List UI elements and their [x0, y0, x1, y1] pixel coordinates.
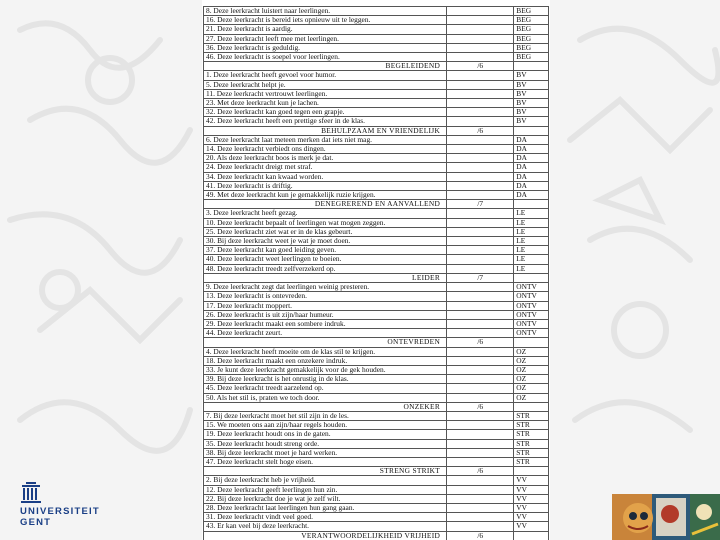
item-row [204, 356, 549, 365]
item-row [204, 384, 549, 393]
item-row [204, 71, 549, 80]
item-text: 22. Bij deze leerkracht doe je wat je zelf wilt. [204, 494, 447, 503]
logo-line2: GENT [20, 517, 52, 528]
questionnaire-page [202, 0, 550, 540]
item-row [204, 89, 549, 98]
item-row [204, 34, 549, 43]
painting-image [612, 494, 720, 540]
answer-cell [447, 135, 514, 144]
item-text: 30. Bij deze leerkracht weet je wat je moet doen. [204, 237, 447, 246]
scale-code: BV [514, 89, 549, 98]
answer-cell [447, 99, 514, 108]
subscale-score: /6 [447, 126, 514, 135]
answer-cell [447, 255, 514, 264]
subscale-label: STRENG STRIKT [204, 467, 447, 476]
item-text: 19. Deze leerkracht houdt ons in de gaten. [204, 430, 447, 439]
scale-code: DA [514, 163, 549, 172]
scale-code: BEG [514, 43, 549, 52]
scale-code: STR [514, 439, 549, 448]
item-text: 11. Deze leerkracht vertrouwt leerlingen. [204, 89, 447, 98]
item-row [204, 99, 549, 108]
subscale-total-row [204, 200, 549, 209]
scale-code: ONTV [514, 292, 549, 301]
item-row [204, 513, 549, 522]
answer-cell [447, 329, 514, 338]
scale-code: LE [514, 264, 549, 273]
item-row [204, 421, 549, 430]
item-text: 16. Deze leerkracht is bereid iets opnieuw uit te leggen. [204, 16, 447, 25]
item-text: 28. Deze leerkracht laat leerlingen hun gang gaan. [204, 503, 447, 512]
item-text: 21. Deze leerkracht is aardig. [204, 25, 447, 34]
subscale-empty-cell [514, 402, 549, 411]
scale-code: OZ [514, 365, 549, 374]
item-text: 46. Deze leerkracht is soepel voor leerlingen. [204, 53, 447, 62]
item-row [204, 347, 549, 356]
answer-cell [447, 264, 514, 273]
item-text: 10. Deze leerkracht bepaalt of leerlingen wat mogen zeggen. [204, 218, 447, 227]
subscale-total-row [204, 273, 549, 282]
subscale-score: /6 [447, 62, 514, 71]
answer-cell [447, 7, 514, 16]
item-text: 17. Deze leerkracht moppert. [204, 301, 447, 310]
item-text: 25. Deze leerkracht ziet wat er in de klas gebeurt. [204, 227, 447, 236]
item-row [204, 255, 549, 264]
item-text: 38. Bij deze leerkracht moet je hard werken. [204, 448, 447, 457]
item-text: 8. Deze leerkracht luistert naar leerlingen. [204, 7, 447, 16]
item-text: 20. Als deze leerkracht boos is merk je dat. [204, 154, 447, 163]
item-text: 44. Deze leerkracht zeurt. [204, 329, 447, 338]
subscale-label: VERANTWOORDELIJKHEID VRIJHEID [204, 531, 447, 540]
item-row [204, 172, 549, 181]
item-row [204, 365, 549, 374]
item-row [204, 503, 549, 512]
answer-cell [447, 448, 514, 457]
scale-code: ONTV [514, 319, 549, 328]
answer-cell [447, 16, 514, 25]
item-text: 4. Deze leerkracht heeft moeite om de klas stil te krijgen. [204, 347, 447, 356]
item-text: 34. Deze leerkracht kan kwaad worden. [204, 172, 447, 181]
answer-cell [447, 384, 514, 393]
item-row [204, 246, 549, 255]
item-text: 24. Deze leerkracht dreigt met straf. [204, 163, 447, 172]
subscale-label: ONTEVREDEN [204, 338, 447, 347]
item-text: 48. Deze leerkracht treedt zelfverzekerd op. [204, 264, 447, 273]
answer-cell [447, 356, 514, 365]
item-text: 33. Je kunt deze leerkracht gemakkelijk voor de gek houden. [204, 365, 447, 374]
scale-code: VV [514, 485, 549, 494]
item-row [204, 237, 549, 246]
item-text: 31. Deze leerkracht vindt veel goed. [204, 513, 447, 522]
item-text: 45. Deze leerkracht treedt aarzelend op. [204, 384, 447, 393]
item-text: 35. Deze leerkracht houdt streng orde. [204, 439, 447, 448]
answer-cell [447, 292, 514, 301]
answer-cell [447, 430, 514, 439]
answer-cell [447, 108, 514, 117]
item-text: 18. Deze leerkracht maakt een onzekere indruk. [204, 356, 447, 365]
subscale-total-row [204, 62, 549, 71]
scale-code: STR [514, 430, 549, 439]
item-row [204, 329, 549, 338]
questionnaire-body [204, 7, 549, 540]
scale-code: BEG [514, 53, 549, 62]
answer-cell [447, 365, 514, 374]
item-text: 15. We moeten ons aan zijn/haar regels houden. [204, 421, 447, 430]
item-row [204, 154, 549, 163]
subscale-empty-cell [514, 273, 549, 282]
scale-code: VV [514, 494, 549, 503]
scale-code: DA [514, 154, 549, 163]
item-text: 37. Deze leerkracht kan goed leiding geven. [204, 246, 447, 255]
item-text: 42. Deze leerkracht heeft een prettige sfeer in de klas. [204, 117, 447, 126]
item-text: 2. Bij deze leerkracht heb je vrijheid. [204, 476, 447, 485]
scale-code: BV [514, 71, 549, 80]
item-text: 23. Met deze leerkracht kun je lachen. [204, 99, 447, 108]
subscale-total-row [204, 126, 549, 135]
subscale-label: LEIDER [204, 273, 447, 282]
answer-cell [447, 154, 514, 163]
item-text: 41. Deze leerkracht is driftig. [204, 181, 447, 190]
item-text: 27. Deze leerkracht leeft mee met leerlingen. [204, 34, 447, 43]
scale-code: VV [514, 513, 549, 522]
subscale-empty-cell [514, 467, 549, 476]
subscale-score: /6 [447, 402, 514, 411]
subscale-empty-cell [514, 62, 549, 71]
scale-code: BEG [514, 34, 549, 43]
item-row [204, 301, 549, 310]
scale-code: DA [514, 191, 549, 200]
scale-code: BV [514, 108, 549, 117]
answer-cell [447, 181, 514, 190]
item-text: 43. Er kan veel bij deze leerkracht. [204, 522, 447, 531]
answer-cell [447, 319, 514, 328]
subscale-empty-cell [514, 338, 549, 347]
item-row [204, 292, 549, 301]
item-row [204, 80, 549, 89]
scale-code: STR [514, 448, 549, 457]
item-row [204, 393, 549, 402]
item-row [204, 264, 549, 273]
scale-code: LE [514, 255, 549, 264]
answer-cell [447, 375, 514, 384]
item-text: 5. Deze leerkracht helpt je. [204, 80, 447, 89]
scale-code: OZ [514, 356, 549, 365]
scale-code: DA [514, 145, 549, 154]
item-row [204, 209, 549, 218]
answer-cell [447, 503, 514, 512]
scale-code: STR [514, 421, 549, 430]
item-row [204, 439, 549, 448]
scale-code: VV [514, 503, 549, 512]
item-row [204, 375, 549, 384]
item-text: 29. Deze leerkracht maakt een sombere indruk. [204, 319, 447, 328]
item-row [204, 53, 549, 62]
item-row [204, 191, 549, 200]
scale-code: LE [514, 227, 549, 236]
answer-cell [447, 411, 514, 420]
scale-code: BV [514, 99, 549, 108]
item-row [204, 310, 549, 319]
item-text: 39. Bij deze leerkracht is het onrustig in de klas. [204, 375, 447, 384]
subscale-total-row [204, 531, 549, 540]
scale-code: DA [514, 172, 549, 181]
item-text: 49. Met deze leerkracht kun je gemakkelijk ruzie krijgen. [204, 191, 447, 200]
item-row [204, 163, 549, 172]
scale-code: STR [514, 411, 549, 420]
item-row [204, 227, 549, 236]
answer-cell [447, 227, 514, 236]
answer-cell [447, 34, 514, 43]
scale-code: OZ [514, 375, 549, 384]
subscale-empty-cell [514, 126, 549, 135]
answer-cell [447, 513, 514, 522]
answer-cell [447, 476, 514, 485]
item-text: 3. Deze leerkracht heeft gezag. [204, 209, 447, 218]
scale-code: OZ [514, 384, 549, 393]
answer-cell [447, 191, 514, 200]
item-row [204, 485, 549, 494]
subscale-label: BEGELEIDEND [204, 62, 447, 71]
answer-cell [447, 117, 514, 126]
scale-code: ONTV [514, 301, 549, 310]
item-text: 50. Als het stil is, praten we toch door. [204, 393, 447, 402]
scale-code: VV [514, 522, 549, 531]
scale-code: LE [514, 209, 549, 218]
subscale-empty-cell [514, 200, 549, 209]
answer-cell [447, 457, 514, 466]
answer-cell [447, 421, 514, 430]
answer-cell [447, 80, 514, 89]
subscale-empty-cell [514, 531, 549, 540]
scale-code: LE [514, 218, 549, 227]
answer-cell [447, 283, 514, 292]
item-row [204, 108, 549, 117]
answer-cell [447, 522, 514, 531]
scale-code: BV [514, 117, 549, 126]
item-row [204, 319, 549, 328]
subscale-score: /6 [447, 467, 514, 476]
item-text: 26. Deze leerkracht is uit zijn/haar humeur. [204, 310, 447, 319]
item-row [204, 218, 549, 227]
subscale-label: BEHULPZAAM EN VRIENDELIJK [204, 126, 447, 135]
scale-code: DA [514, 181, 549, 190]
scale-code: LE [514, 237, 549, 246]
subscale-total-row [204, 467, 549, 476]
questionnaire-table [203, 6, 549, 540]
item-row [204, 448, 549, 457]
subscale-total-row [204, 338, 549, 347]
scale-code: LE [514, 246, 549, 255]
item-text: 9. Deze leerkracht zegt dat leerlingen weinig presteren. [204, 283, 447, 292]
answer-cell [447, 25, 514, 34]
answer-cell [447, 347, 514, 356]
subscale-label: DENEGREREND EN AANVALLEND [204, 200, 447, 209]
answer-cell [447, 218, 514, 227]
item-text: 14. Deze leerkracht verbiedt ons dingen. [204, 145, 447, 154]
answer-cell [447, 393, 514, 402]
item-text: 40. Deze leerkracht weet leerlingen te boeien. [204, 255, 447, 264]
item-row [204, 135, 549, 144]
subscale-label: ONZEKER [204, 402, 447, 411]
item-row [204, 7, 549, 16]
scale-code: STR [514, 457, 549, 466]
item-text: 7. Bij deze leerkracht moet het stil zijn in de les. [204, 411, 447, 420]
scale-code: BEG [514, 16, 549, 25]
scale-code: BEG [514, 7, 549, 16]
answer-cell [447, 43, 514, 52]
scale-code: BEG [514, 25, 549, 34]
item-text: 47. Deze leerkracht stelt hoge eisen. [204, 457, 447, 466]
answer-cell [447, 163, 514, 172]
logo-line1: UNIVERSITEIT [20, 506, 100, 517]
item-text: 12. Deze leerkracht geeft leerlingen hun zin. [204, 485, 447, 494]
subscale-score: /6 [447, 338, 514, 347]
item-text: 36. Deze leerkracht is geduldig. [204, 43, 447, 52]
item-row [204, 145, 549, 154]
answer-cell [447, 237, 514, 246]
scale-code: DA [514, 135, 549, 144]
item-row [204, 181, 549, 190]
item-row [204, 494, 549, 503]
answer-cell [447, 310, 514, 319]
answer-cell [447, 439, 514, 448]
scale-code: BV [514, 80, 549, 89]
answer-cell [447, 172, 514, 181]
item-text: 1. Deze leerkracht heeft gevoel voor humor. [204, 71, 447, 80]
answer-cell [447, 485, 514, 494]
answer-cell [447, 209, 514, 218]
item-row [204, 16, 549, 25]
answer-cell [447, 89, 514, 98]
scale-code: VV [514, 476, 549, 485]
item-row [204, 25, 549, 34]
item-row [204, 457, 549, 466]
item-text: 6. Deze leerkracht laat meteen merken dat iets niet mag. [204, 135, 447, 144]
item-row [204, 43, 549, 52]
item-row [204, 283, 549, 292]
scale-code: ONTV [514, 310, 549, 319]
answer-cell [447, 145, 514, 154]
scale-code: OZ [514, 347, 549, 356]
item-row [204, 117, 549, 126]
item-row [204, 430, 549, 439]
subscale-score: /7 [447, 200, 514, 209]
answer-cell [447, 53, 514, 62]
answer-cell [447, 494, 514, 503]
answer-cell [447, 71, 514, 80]
answer-cell [447, 301, 514, 310]
subscale-total-row [204, 402, 549, 411]
scale-code: ONTV [514, 283, 549, 292]
item-row [204, 411, 549, 420]
scale-code: OZ [514, 393, 549, 402]
item-text: 13. Deze leerkracht is ontevreden. [204, 292, 447, 301]
subscale-score: /6 [447, 531, 514, 540]
scale-code: ONTV [514, 329, 549, 338]
answer-cell [447, 246, 514, 255]
item-text: 32. Deze leerkracht kan goed tegen een grapje. [204, 108, 447, 117]
subscale-score: /7 [447, 273, 514, 282]
item-row [204, 522, 549, 531]
item-row [204, 476, 549, 485]
